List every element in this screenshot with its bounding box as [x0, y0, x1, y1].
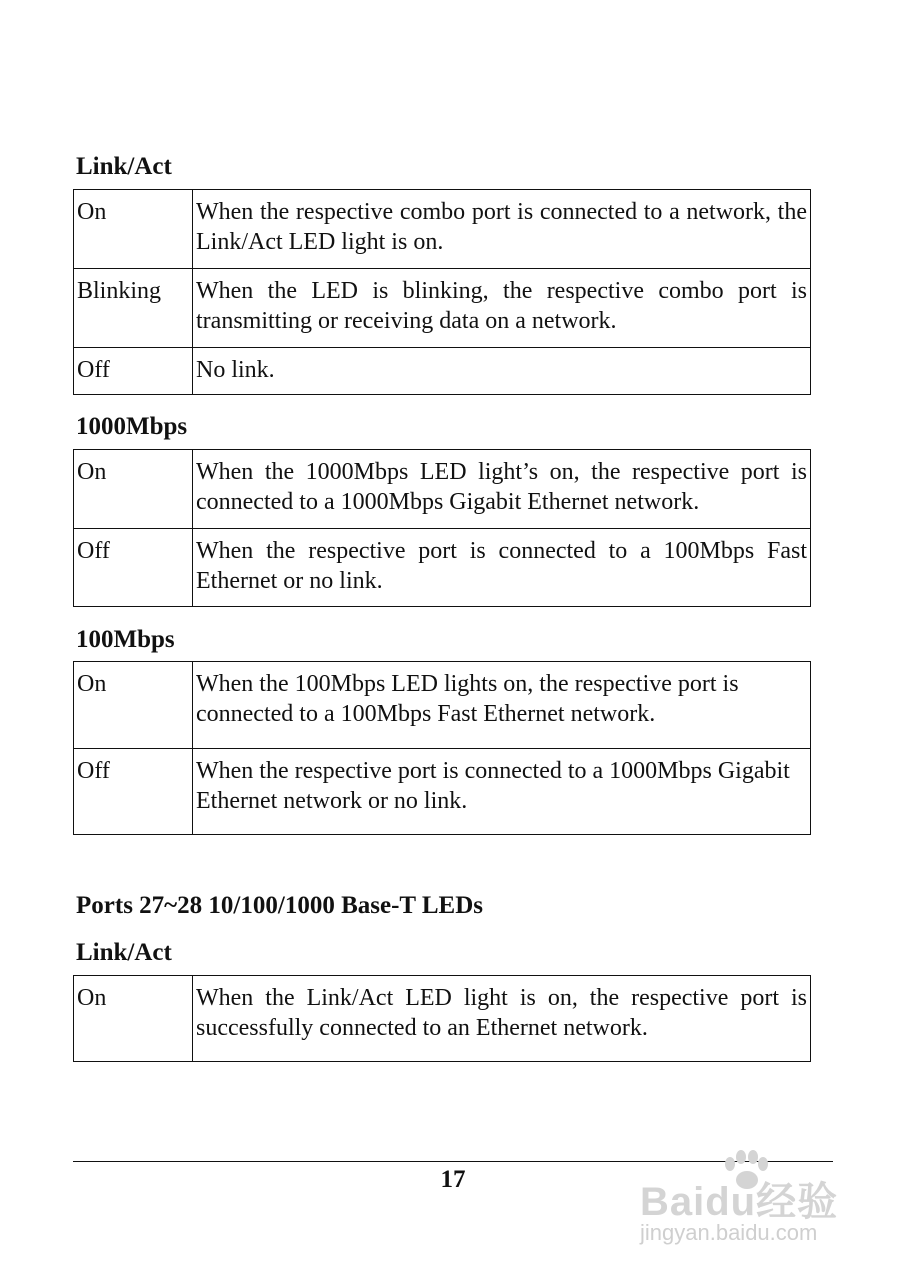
led-table-link-act-ports	[73, 975, 811, 1062]
led-table-1000mbps	[73, 449, 811, 607]
led-table-link-act	[73, 189, 811, 395]
table-row	[74, 662, 811, 749]
led-description: When the respective port is connected to a 100Mbps Fast Ethernet or no link.	[193, 529, 811, 607]
led-state: On	[74, 976, 193, 1062]
led-description: No link.	[193, 348, 811, 395]
table-row	[74, 529, 811, 607]
section-heading-100mbps: 100Mbps	[76, 626, 175, 653]
table-row	[74, 190, 811, 269]
led-table-100mbps	[73, 661, 811, 835]
led-description: When the 1000Mbps LED light’s on, the respective port is connected to a 1000Mbps Gigabit Ethernet network.	[193, 450, 811, 529]
led-state: Off	[74, 348, 193, 395]
table-row	[74, 450, 811, 529]
table-row	[74, 269, 811, 348]
led-description: When the respective port is connected to a 1000Mbps Gigabit Ethernet network or no link.	[193, 749, 811, 835]
led-description: When the 100Mbps LED lights on, the respective port is connected to a 100Mbps Fast Ethernet network.	[193, 662, 811, 749]
section-heading-link-act-ports: Link/Act	[76, 939, 172, 966]
table-row	[74, 976, 811, 1062]
led-state: Off	[74, 529, 193, 607]
led-description: When the LED is blinking, the respective combo port is transmitting or receiving data on a network.	[193, 269, 811, 348]
led-description: When the respective combo port is connected to a network, the Link/Act LED light is on.	[193, 190, 811, 269]
led-state: On	[74, 662, 193, 749]
watermark-url: jingyan.baidu.com	[640, 1220, 818, 1245]
page-number: 17	[440, 1166, 466, 1193]
section-heading-1000mbps: 1000Mbps	[76, 413, 188, 440]
led-state: On	[74, 190, 193, 269]
led-state: On	[74, 450, 193, 529]
table-row	[74, 749, 811, 835]
ports-heading: Ports 27~28 10/100/1000 Base-T LEDs	[76, 892, 483, 919]
table-row	[74, 348, 811, 395]
led-state: Blinking	[74, 269, 193, 348]
watermark-logo: Baidu经验	[640, 1180, 839, 1224]
led-state: Off	[74, 749, 193, 835]
led-description: When the Link/Act LED light is on, the respective port is successfully connected to an Ethernet network.	[193, 976, 811, 1062]
baidu-watermark	[640, 1150, 860, 1250]
section-heading-link-act: Link/Act	[76, 153, 172, 180]
